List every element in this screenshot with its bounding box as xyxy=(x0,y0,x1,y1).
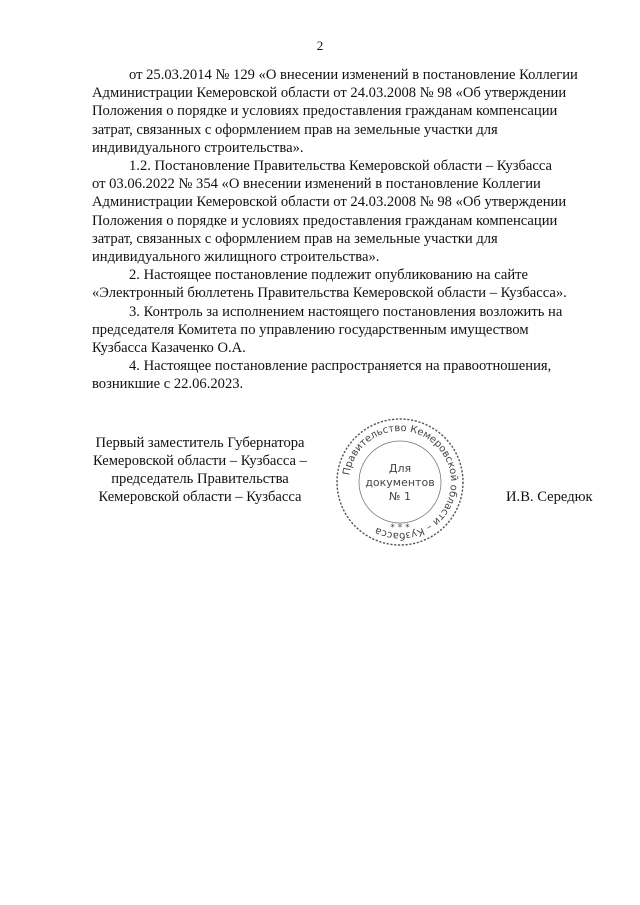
paragraph-line: индивидуального строительства». xyxy=(92,139,304,156)
seal-center-line: № 1 xyxy=(389,490,411,503)
paragraph-line: Администрации Кемеровской области от 24.03.2008 № 98 «Об утверждении xyxy=(92,194,567,211)
position-line: Первый заместитель Губернатора xyxy=(95,435,305,451)
page-number: 2 xyxy=(316,38,324,53)
signatory-position xyxy=(88,434,312,506)
paragraph-line: Положения о порядке и условиях предоставления гражданам компенсации xyxy=(92,103,558,120)
paragraph-line: 2. Настоящее постановление подлежит опубликованию на сайте xyxy=(129,267,529,284)
seal-stars: * * * xyxy=(390,523,410,533)
paragraph-line: 3. Контроль за исполнением настоящего постановления возложить на xyxy=(129,303,563,320)
paragraph-line: председателя Комитета по управлению государственным имуществом xyxy=(92,321,529,338)
paragraph-line: Положения о порядке и условиях предоставления гражданам компенсации xyxy=(92,212,558,229)
paragraph-line: от 25.03.2014 № 129 «О внесении изменений в постановление Коллегии xyxy=(129,67,578,83)
paragraph-line: 1.2. Постановление Правительства Кемеровской области – Кузбасса xyxy=(129,158,552,175)
paragraph-line: индивидуального жилищного строительства». xyxy=(92,249,380,266)
paragraph-line: возникшие с 22.06.2023. xyxy=(92,376,244,393)
paragraph-line: «Электронный бюллетень Правительства Кемеровской области – Кузбасса». xyxy=(92,285,567,302)
paragraph-4 xyxy=(92,357,596,393)
paragraph-line: затрат, связанных с оформлением прав на земельные участки для xyxy=(92,121,498,138)
document-body xyxy=(92,66,596,394)
paragraph-line: затрат, связанных с оформлением прав на земельные участки для xyxy=(92,230,498,247)
paragraph-line: от 03.06.2022 № 354 «О внесении изменений в постановление Коллегии xyxy=(92,176,541,193)
seal-center-line: Для xyxy=(388,462,412,475)
paragraph-3 xyxy=(92,303,596,358)
seal-graphic xyxy=(334,416,466,548)
paragraph-1-2 xyxy=(92,157,596,266)
position-line: Кемеровской области – Кузбасса xyxy=(98,489,302,505)
seal-center-line: документов xyxy=(365,476,435,489)
seal-ring-text: Правительство Кемеровской области – Кузбасса xyxy=(341,422,460,542)
signatory-name: И.В. Середюк xyxy=(506,489,593,505)
position-line: председатель Правительства xyxy=(111,471,289,487)
official-seal xyxy=(334,416,466,548)
paragraph-2 xyxy=(92,266,596,302)
position-line: Кемеровской области – Кузбасса – xyxy=(93,453,307,469)
paragraph-line: Администрации Кемеровской области от 24.03.2008 № 98 «Об утверждении xyxy=(92,85,567,102)
paragraph-line: Кузбасса Казаченко О.А. xyxy=(92,340,246,357)
paragraph-1-continuation xyxy=(92,66,596,157)
paragraph-line: 4. Настоящее постановление распространяется на правоотношения, xyxy=(129,358,552,375)
